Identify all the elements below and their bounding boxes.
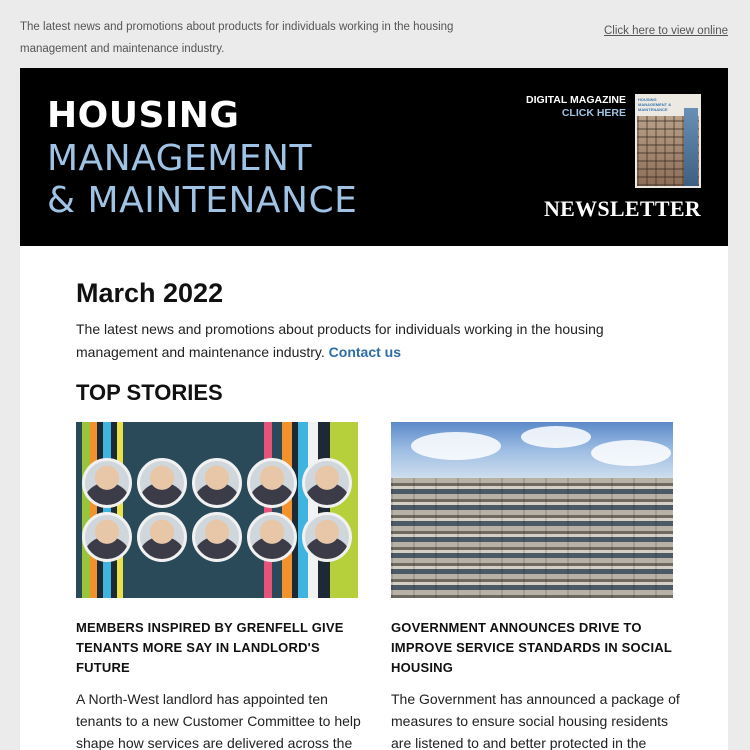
intro-paragraph: [76, 318, 676, 364]
tenant-portrait: [137, 512, 187, 562]
newsletter-label: NEWSLETTER: [543, 196, 701, 221]
tenant-portrait: [302, 512, 352, 562]
cover-title: HOUSING MANAGEMENT & MAINTENANCE: [638, 97, 672, 112]
story-title[interactable]: GOVERNMENT ANNOUNCES DRIVE TO IMPROVE SERVICE STANDARDS IN SOCIAL HOUSING: [391, 620, 672, 675]
contact-us-link[interactable]: Contact us: [328, 344, 402, 360]
digital-magazine-link[interactable]: [526, 94, 626, 120]
story-image-tower-block[interactable]: [391, 422, 673, 598]
tenant-portrait: [247, 458, 297, 508]
tenant-portrait: [247, 512, 297, 562]
issue-title: March 2022: [76, 278, 224, 308]
email-content: [20, 246, 728, 750]
stripe-decoration: [298, 422, 308, 598]
masthead-banner: [20, 68, 728, 246]
tenant-portrait: [82, 512, 132, 562]
cover-side-strip: [684, 108, 698, 186]
building-facade-columns: [391, 478, 673, 598]
top-stories-heading: TOP STORIES: [76, 380, 223, 405]
stripe-decoration: [330, 422, 358, 598]
preheader-text: The latest news and promotions about products for individuals working in the housing management and maintenance industry.: [20, 21, 454, 55]
logo-line-management: MANAGEMENT: [47, 138, 312, 179]
tenant-portrait: [82, 458, 132, 508]
tenant-portrait: [192, 512, 242, 562]
logo-line-housing: HOUSING: [47, 95, 240, 136]
intro-text: The latest news and promotions about products for individuals working in the housing management and maintenance industry.: [76, 321, 604, 360]
digital-magazine-label: DIGITAL MAGAZINE: [526, 94, 626, 106]
view-online-link[interactable]: Click here to view online: [603, 25, 728, 37]
cloud: [411, 432, 501, 460]
story-summary: A North-West landlord has appointed ten tenants to a new Customer Committee to help shape how services are delivered across the: [76, 691, 361, 750]
stripe-decoration: [82, 422, 90, 598]
tenant-portrait: [192, 458, 242, 508]
story-image-tenants-collage[interactable]: [76, 422, 358, 598]
cloud: [521, 426, 591, 448]
tenant-portrait: [302, 458, 352, 508]
magazine-cover-thumbnail[interactable]: [635, 94, 701, 188]
story-summary: The Government has announced a package of measures to ensure social housing residents are listened to and better protected in the: [391, 691, 680, 750]
click-here-label: CLICK HERE: [561, 107, 626, 119]
cloud: [591, 440, 671, 466]
stripe-decoration: [282, 422, 292, 598]
stripe-decoration: [264, 422, 272, 598]
stripe-decoration: [90, 422, 97, 598]
logo-line-maintenance: & MAINTENANCE: [47, 180, 358, 221]
stripe-decoration: [117, 422, 123, 598]
stripe-decoration: [308, 422, 318, 598]
story-title[interactable]: MEMBERS INSPIRED BY GRENFELL GIVE TENANTS MORE SAY IN LANDLORD'S FUTURE: [76, 620, 344, 675]
tenant-portrait: [137, 458, 187, 508]
stripe-decoration: [103, 422, 111, 598]
stripe-decoration: [318, 422, 330, 598]
